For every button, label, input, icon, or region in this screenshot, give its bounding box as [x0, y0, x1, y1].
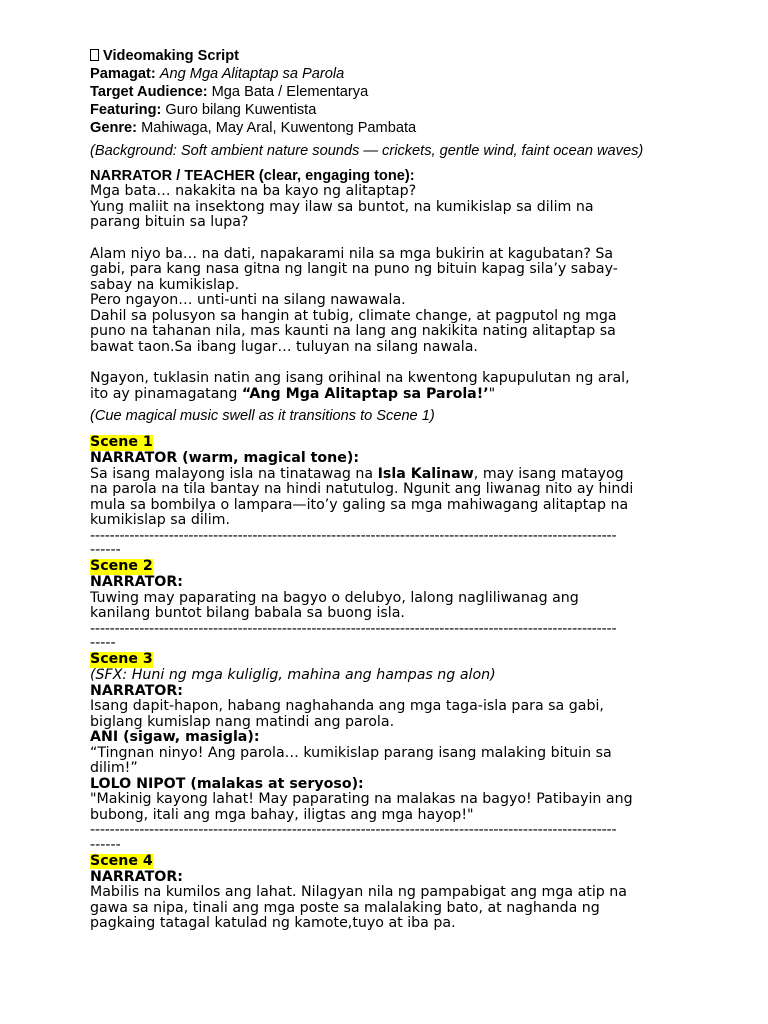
intro-title-line: ito ay pinamagatang “Ang Mga Alitaptap sa Parola!’"	[90, 385, 496, 402]
intro-line: Pero ngayon… unti-unti na silang nawawala.	[90, 292, 406, 308]
lolo-speaker: LOLO NIPOT (malakas at seryoso):	[90, 775, 364, 792]
divider: -----------------------------------------------------------------------------------------------------------	[90, 823, 617, 838]
featuring-line: Featuring: Guro bilang Kuwentista	[90, 102, 317, 118]
scene-1-label: Scene 1	[90, 434, 153, 450]
script-title: Videomaking Script	[90, 47, 680, 65]
intro-line: Ngayon, tuklasin natin ang isang orihinal na kwentong kapupulutan ng aral,	[90, 370, 630, 386]
divider-tail: -----	[90, 635, 116, 651]
ani-line: dilim!”	[90, 760, 138, 776]
scene-3-speaker: NARRATOR:	[90, 682, 183, 699]
scene-3-line: Isang dapit-hapon, habang naghahanda ang mga taga-isla para sa gabi,	[90, 698, 604, 714]
intro-line: sabay na kumikislap.	[90, 276, 240, 293]
scene-2-line: Tuwing may paparating na bagyo o delubyo, lalong nagliliwanag ang	[90, 589, 579, 606]
genre-line: Genre: Mahiwaga, May Aral, Kuwentong Pambata	[90, 120, 417, 136]
divider: -----------------------------------------------------------------------------------------------------------	[90, 528, 617, 544]
scene-1-speaker: NARRATOR (warm, magical tone):	[90, 450, 360, 466]
audience-line: Target Audience: Mga Bata / Elementarya	[90, 84, 369, 100]
intro-line: parang bituin sa lupa?	[90, 214, 249, 230]
scene-1-line: Sa isang malayong isla na tinatawag na Isla Kalinaw, may isang matayog	[90, 465, 624, 482]
ani-line: “Tingnan ninyo! Ang parola… kumikislap parang isang malaking bituin sa	[90, 744, 612, 761]
intro-line: Dahil sa polusyon sa hangin at tubig, climate change, at pagputol ng mga	[90, 307, 617, 324]
intro-line: gabi, para kang nasa gitna ng langit na puno ng bituin kapag sila’y sabay-	[90, 261, 618, 277]
intro-line: bawat taon.Sa ibang lugar… tuluyan na silang nawala.	[90, 338, 478, 355]
scene-3-sfx: (SFX: Huni ng mga kuliglig, mahina ang hampas ng alon)	[90, 667, 496, 683]
scene-4-speaker: NARRATOR:	[90, 868, 183, 885]
cue-note: (Cue magical music swell as it transitions to Scene 1)	[90, 408, 435, 424]
scene-4-line: Mabilis na kumilos ang lahat. Nilagyan nila ng pampabigat ang mga atip na	[90, 884, 627, 900]
checkbox-glyph-icon	[90, 49, 99, 61]
scene-1	[90, 433, 680, 529]
script-page	[90, 47, 680, 932]
intro-line: Mga bata… nakakita na ba kayo ng alitaptap?	[90, 183, 417, 199]
divider-tail: ------	[90, 836, 121, 853]
background-note: (Background: Soft ambient nature sounds — crickets, gentle wind, faint ocean waves)	[90, 143, 644, 159]
scene-1-line: mula sa bombilya o lampara—ito’y galing sa mga mahiwagang alitaptap na	[90, 496, 629, 513]
scene-3	[90, 650, 680, 823]
lolo-line: "Makinig kayong lahat! May paparating na malakas na bagyo! Patibayin ang	[90, 791, 633, 807]
ani-speaker: ANI (sigaw, masigla):	[90, 729, 260, 745]
scene-3-label: Scene 3	[90, 651, 153, 667]
intro-line: Yung maliit na insektong may ilaw sa buntot, na kumikislap sa dilim na	[90, 198, 594, 215]
scene-4-line: pagkaing tatagal katulad ng kamote,tuyo at iba pa.	[90, 915, 456, 931]
divider-tail: ------	[90, 542, 121, 558]
intro-speaker: NARRATOR / TEACHER (clear, engaging tone):	[90, 168, 415, 184]
scene-3-line: biglang kumislap nang matindi ang parola.	[90, 713, 395, 730]
scene-2	[90, 557, 680, 622]
lolo-line: bubong, itali ang mga bahay, iligtas ang mga hayop!"	[90, 806, 474, 823]
intro-line: Alam niyo ba… na dati, napakarami nila sa mga bukirin at kagubatan? Sa	[90, 245, 614, 262]
story-title: “Ang Mga Alitaptap sa Parola!’	[241, 385, 489, 402]
scene-2-label: Scene 2	[90, 558, 153, 574]
scene-1-line: na parola na tila bantay na hindi natutulog. Ngunit ang liwanag nito ay hindi	[90, 481, 634, 497]
scene-1-line: kumikislap sa dilim.	[90, 512, 230, 528]
scene-4	[90, 852, 680, 932]
scene-2-speaker: NARRATOR:	[90, 574, 183, 590]
divider: -----------------------------------------------------------------------------------------------------------	[90, 621, 617, 637]
intro-line: puno na tahanan nila, mas kaunti na lang ang nakikita nating alitaptap sa	[90, 323, 616, 339]
scene-2-line: kanilang buntot bilang babala sa buong isla.	[90, 605, 405, 621]
scene-4-label: Scene 4	[90, 852, 153, 869]
pamagat-line: Pamagat: Ang Mga Alitaptap sa Parola	[90, 66, 345, 82]
scene-4-line: gawa sa nipa, tinali ang mga poste sa malalaking bato, at naghanda ng	[90, 899, 600, 916]
